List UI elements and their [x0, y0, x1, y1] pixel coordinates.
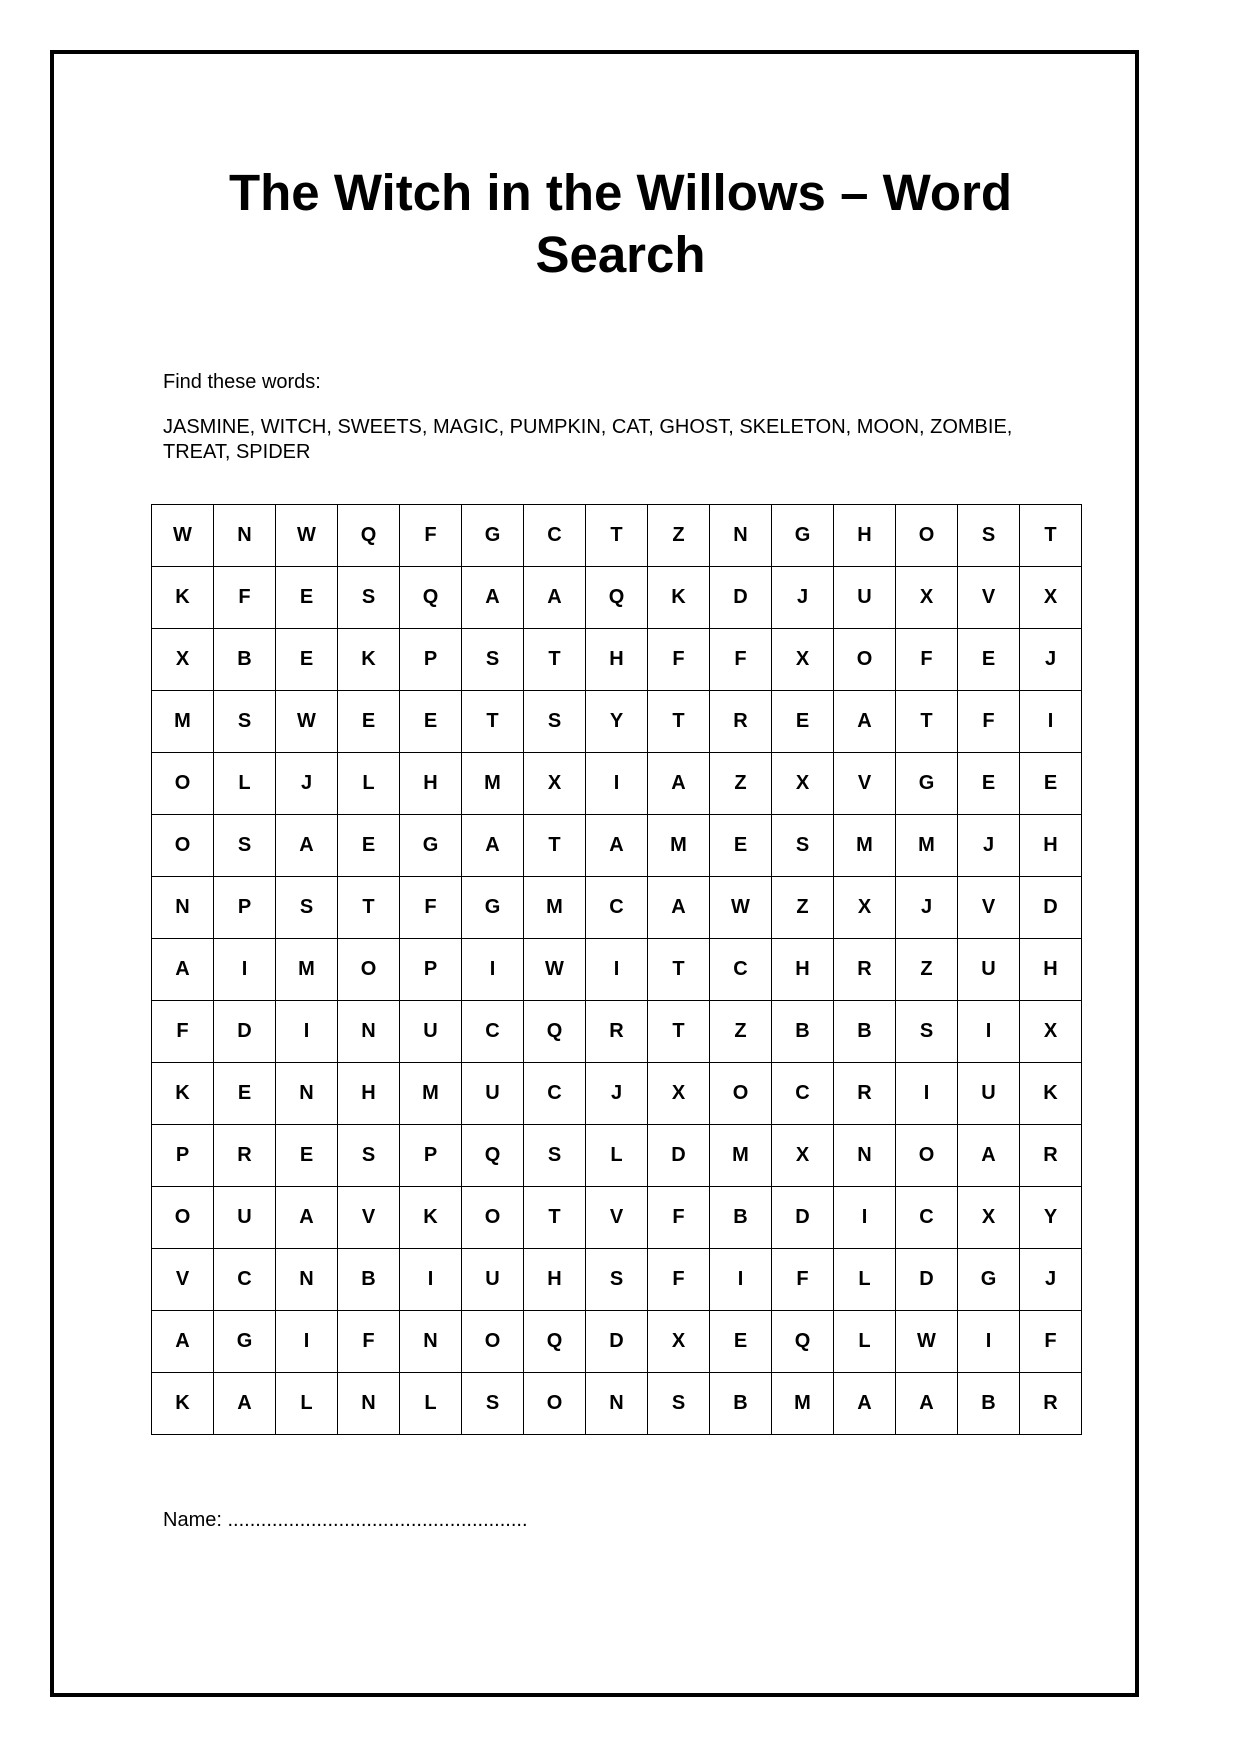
- grid-cell: K: [152, 1063, 214, 1125]
- grid-cell: T: [338, 877, 400, 939]
- grid-cell: R: [586, 1001, 648, 1063]
- grid-cell: Z: [710, 1001, 772, 1063]
- grid-cell: K: [338, 629, 400, 691]
- grid-cell: D: [772, 1187, 834, 1249]
- grid-cell: R: [710, 691, 772, 753]
- grid-cell: G: [772, 505, 834, 567]
- grid-cell: Z: [896, 939, 958, 1001]
- grid-row: [152, 939, 1082, 1001]
- grid-cell: Q: [338, 505, 400, 567]
- grid-cell: E: [710, 1311, 772, 1373]
- grid-cell: P: [152, 1125, 214, 1187]
- grid-cell: O: [462, 1187, 524, 1249]
- grid-cell: A: [834, 691, 896, 753]
- grid-cell: W: [710, 877, 772, 939]
- grid-cell: T: [1020, 505, 1082, 567]
- grid-cell: X: [1020, 1001, 1082, 1063]
- grid-cell: Z: [710, 753, 772, 815]
- grid-cell: L: [834, 1311, 896, 1373]
- grid-cell: E: [710, 815, 772, 877]
- grid-cell: B: [214, 629, 276, 691]
- grid-cell: G: [462, 505, 524, 567]
- grid-cell: I: [586, 753, 648, 815]
- grid-cell: S: [214, 691, 276, 753]
- grid-cell: P: [214, 877, 276, 939]
- grid-cell: A: [648, 877, 710, 939]
- grid-cell: X: [648, 1063, 710, 1125]
- grid-cell: G: [958, 1249, 1020, 1311]
- grid-cell: E: [214, 1063, 276, 1125]
- grid-cell: B: [834, 1001, 896, 1063]
- grid-cell: F: [152, 1001, 214, 1063]
- grid-cell: G: [896, 753, 958, 815]
- grid-cell: W: [276, 505, 338, 567]
- grid-cell: E: [338, 691, 400, 753]
- grid-cell: F: [648, 1249, 710, 1311]
- word-list: JASMINE, WITCH, SWEETS, MAGIC, PUMPKIN, CAT, GHOST, SKELETON, MOON, ZOMBIE, TREAT, SPIDER: [163, 416, 1013, 463]
- grid-cell: I: [1020, 691, 1082, 753]
- grid-cell: J: [772, 567, 834, 629]
- grid-cell: C: [586, 877, 648, 939]
- grid-cell: X: [152, 629, 214, 691]
- grid-cell: V: [834, 753, 896, 815]
- grid-cell: J: [586, 1063, 648, 1125]
- page-title: The Witch in the Willows – Word Search: [229, 164, 1012, 283]
- grid-cell: D: [214, 1001, 276, 1063]
- grid-cell: K: [648, 567, 710, 629]
- grid-cell: E: [276, 567, 338, 629]
- grid-cell: F: [710, 629, 772, 691]
- grid-cell: N: [338, 1001, 400, 1063]
- grid-cell: A: [648, 753, 710, 815]
- grid-cell: R: [834, 939, 896, 1001]
- grid-cell: S: [648, 1373, 710, 1435]
- grid-cell: U: [400, 1001, 462, 1063]
- grid-cell: X: [896, 567, 958, 629]
- grid-cell: H: [338, 1063, 400, 1125]
- grid-cell: G: [400, 815, 462, 877]
- grid-cell: S: [958, 505, 1020, 567]
- grid-cell: T: [648, 1001, 710, 1063]
- grid-row: [152, 1125, 1082, 1187]
- grid-cell: A: [524, 567, 586, 629]
- grid-cell: X: [834, 877, 896, 939]
- grid-row: [152, 877, 1082, 939]
- grid-cell: E: [1020, 753, 1082, 815]
- grid-cell: C: [524, 505, 586, 567]
- grid-cell: O: [710, 1063, 772, 1125]
- grid-cell: L: [214, 753, 276, 815]
- grid-cell: H: [772, 939, 834, 1001]
- grid-cell: D: [710, 567, 772, 629]
- grid-cell: B: [710, 1373, 772, 1435]
- grid-cell: P: [400, 939, 462, 1001]
- grid-cell: Q: [586, 567, 648, 629]
- grid-cell: F: [1020, 1311, 1082, 1373]
- grid-cell: T: [648, 939, 710, 1001]
- grid-cell: N: [710, 505, 772, 567]
- grid-cell: O: [152, 753, 214, 815]
- grid-cell: B: [710, 1187, 772, 1249]
- grid-cell: B: [958, 1373, 1020, 1435]
- grid-cell: I: [586, 939, 648, 1001]
- grid-cell: F: [648, 1187, 710, 1249]
- grid-cell: F: [214, 567, 276, 629]
- grid-cell: H: [524, 1249, 586, 1311]
- grid-cell: M: [524, 877, 586, 939]
- grid-cell: A: [586, 815, 648, 877]
- grid-cell: M: [648, 815, 710, 877]
- grid-cell: X: [772, 629, 834, 691]
- grid-cell: X: [772, 753, 834, 815]
- grid-cell: C: [896, 1187, 958, 1249]
- word-search-grid: [151, 504, 1082, 1435]
- grid-cell: A: [276, 1187, 338, 1249]
- grid-cell: F: [772, 1249, 834, 1311]
- grid-row: [152, 1001, 1082, 1063]
- instruction-text: Find these words:: [163, 371, 321, 393]
- grid-cell: H: [586, 629, 648, 691]
- grid-cell: A: [896, 1373, 958, 1435]
- grid-cell: V: [338, 1187, 400, 1249]
- grid-cell: V: [152, 1249, 214, 1311]
- grid-cell: I: [400, 1249, 462, 1311]
- grid-cell: S: [462, 629, 524, 691]
- grid-cell: N: [338, 1373, 400, 1435]
- grid-cell: T: [524, 629, 586, 691]
- grid-row: [152, 1373, 1082, 1435]
- grid-cell: E: [958, 629, 1020, 691]
- grid-cell: B: [338, 1249, 400, 1311]
- grid-cell: T: [524, 1187, 586, 1249]
- grid-cell: Q: [462, 1125, 524, 1187]
- grid-cell: H: [834, 505, 896, 567]
- grid-cell: F: [648, 629, 710, 691]
- grid-cell: I: [462, 939, 524, 1001]
- grid-cell: N: [400, 1311, 462, 1373]
- grid-cell: U: [462, 1063, 524, 1125]
- grid-cell: D: [1020, 877, 1082, 939]
- grid-cell: M: [896, 815, 958, 877]
- grid-cell: E: [772, 691, 834, 753]
- grid-cell: Z: [648, 505, 710, 567]
- grid-row: [152, 753, 1082, 815]
- grid-cell: O: [462, 1311, 524, 1373]
- grid-cell: H: [400, 753, 462, 815]
- grid-cell: A: [834, 1373, 896, 1435]
- grid-cell: G: [214, 1311, 276, 1373]
- grid-cell: U: [462, 1249, 524, 1311]
- grid-cell: S: [524, 691, 586, 753]
- grid-cell: M: [462, 753, 524, 815]
- grid-cell: X: [772, 1125, 834, 1187]
- grid-cell: X: [524, 753, 586, 815]
- grid-cell: F: [958, 691, 1020, 753]
- grid-cell: S: [276, 877, 338, 939]
- grid-cell: A: [462, 815, 524, 877]
- grid-cell: P: [400, 1125, 462, 1187]
- grid-cell: T: [896, 691, 958, 753]
- grid-cell: K: [152, 1373, 214, 1435]
- grid-cell: A: [214, 1373, 276, 1435]
- grid-cell: N: [152, 877, 214, 939]
- grid-cell: L: [338, 753, 400, 815]
- grid-cell: F: [400, 505, 462, 567]
- grid-cell: I: [896, 1063, 958, 1125]
- grid-cell: H: [1020, 815, 1082, 877]
- grid-cell: U: [214, 1187, 276, 1249]
- grid-cell: A: [152, 939, 214, 1001]
- grid-cell: X: [648, 1311, 710, 1373]
- grid-cell: A: [462, 567, 524, 629]
- grid-cell: D: [586, 1311, 648, 1373]
- grid-cell: F: [338, 1311, 400, 1373]
- grid-cell: J: [958, 815, 1020, 877]
- grid-row: [152, 1063, 1082, 1125]
- grid-cell: S: [214, 815, 276, 877]
- grid-cell: I: [276, 1001, 338, 1063]
- grid-cell: F: [896, 629, 958, 691]
- grid-cell: J: [276, 753, 338, 815]
- grid-cell: R: [214, 1125, 276, 1187]
- grid-cell: T: [586, 505, 648, 567]
- grid-cell: E: [276, 1125, 338, 1187]
- grid-row: [152, 1311, 1082, 1373]
- grid-cell: S: [338, 567, 400, 629]
- grid-cell: O: [834, 629, 896, 691]
- grid-cell: L: [276, 1373, 338, 1435]
- grid-cell: E: [400, 691, 462, 753]
- grid-cell: T: [524, 815, 586, 877]
- grid-cell: Z: [772, 877, 834, 939]
- grid-cell: I: [834, 1187, 896, 1249]
- grid-cell: K: [400, 1187, 462, 1249]
- grid-cell: Q: [524, 1311, 586, 1373]
- grid-cell: M: [772, 1373, 834, 1435]
- grid-cell: O: [338, 939, 400, 1001]
- grid-cell: I: [710, 1249, 772, 1311]
- grid-cell: R: [1020, 1125, 1082, 1187]
- grid-cell: I: [958, 1001, 1020, 1063]
- grid-cell: P: [400, 629, 462, 691]
- grid-cell: E: [958, 753, 1020, 815]
- grid-cell: F: [400, 877, 462, 939]
- grid-cell: K: [152, 567, 214, 629]
- grid-cell: W: [896, 1311, 958, 1373]
- grid-cell: G: [462, 877, 524, 939]
- grid-cell: N: [276, 1249, 338, 1311]
- grid-cell: W: [152, 505, 214, 567]
- grid-cell: V: [958, 567, 1020, 629]
- grid-cell: J: [896, 877, 958, 939]
- grid-row: [152, 1187, 1082, 1249]
- grid-cell: M: [152, 691, 214, 753]
- grid-cell: Y: [586, 691, 648, 753]
- grid-cell: C: [524, 1063, 586, 1125]
- grid-cell: X: [1020, 567, 1082, 629]
- grid-cell: N: [586, 1373, 648, 1435]
- grid-cell: M: [276, 939, 338, 1001]
- grid-cell: U: [834, 567, 896, 629]
- grid-cell: T: [648, 691, 710, 753]
- grid-cell: T: [462, 691, 524, 753]
- grid-cell: N: [214, 505, 276, 567]
- grid-cell: C: [772, 1063, 834, 1125]
- grid-cell: N: [834, 1125, 896, 1187]
- grid-cell: S: [896, 1001, 958, 1063]
- grid-cell: H: [1020, 939, 1082, 1001]
- grid-row: [152, 567, 1082, 629]
- grid-row: [152, 691, 1082, 753]
- grid-cell: E: [338, 815, 400, 877]
- grid-cell: A: [958, 1125, 1020, 1187]
- grid-cell: O: [152, 815, 214, 877]
- grid-cell: J: [1020, 1249, 1082, 1311]
- grid-cell: O: [524, 1373, 586, 1435]
- grid-cell: S: [462, 1373, 524, 1435]
- grid-cell: X: [958, 1187, 1020, 1249]
- grid-cell: L: [586, 1125, 648, 1187]
- grid-cell: L: [400, 1373, 462, 1435]
- grid-cell: U: [958, 1063, 1020, 1125]
- grid-cell: O: [896, 505, 958, 567]
- grid-cell: Q: [400, 567, 462, 629]
- grid-cell: M: [710, 1125, 772, 1187]
- grid-row: [152, 629, 1082, 691]
- grid-cell: Y: [1020, 1187, 1082, 1249]
- grid-cell: U: [958, 939, 1020, 1001]
- grid-row: [152, 505, 1082, 567]
- grid-cell: S: [772, 815, 834, 877]
- grid-cell: K: [1020, 1063, 1082, 1125]
- grid-cell: Q: [772, 1311, 834, 1373]
- grid-cell: Q: [524, 1001, 586, 1063]
- grid-cell: W: [276, 691, 338, 753]
- grid-cell: W: [524, 939, 586, 1001]
- grid-cell: S: [586, 1249, 648, 1311]
- grid-cell: M: [834, 815, 896, 877]
- grid-cell: E: [276, 629, 338, 691]
- grid-cell: J: [1020, 629, 1082, 691]
- grid-cell: N: [276, 1063, 338, 1125]
- grid-cell: C: [462, 1001, 524, 1063]
- grid-cell: B: [772, 1001, 834, 1063]
- grid-cell: I: [958, 1311, 1020, 1373]
- grid-cell: V: [586, 1187, 648, 1249]
- grid-cell: M: [400, 1063, 462, 1125]
- grid-cell: A: [276, 815, 338, 877]
- grid-cell: S: [524, 1125, 586, 1187]
- grid-cell: D: [896, 1249, 958, 1311]
- grid-row: [152, 1249, 1082, 1311]
- grid-row: [152, 815, 1082, 877]
- grid-cell: R: [1020, 1373, 1082, 1435]
- grid-cell: L: [834, 1249, 896, 1311]
- grid-cell: S: [338, 1125, 400, 1187]
- grid-cell: A: [152, 1311, 214, 1373]
- grid-cell: O: [896, 1125, 958, 1187]
- name-field: Name: ......................................................: [163, 1509, 528, 1531]
- grid-cell: C: [214, 1249, 276, 1311]
- grid-cell: I: [214, 939, 276, 1001]
- grid-cell: I: [276, 1311, 338, 1373]
- grid-cell: R: [834, 1063, 896, 1125]
- grid-cell: O: [152, 1187, 214, 1249]
- grid-cell: V: [958, 877, 1020, 939]
- grid-cell: D: [648, 1125, 710, 1187]
- grid-cell: C: [710, 939, 772, 1001]
